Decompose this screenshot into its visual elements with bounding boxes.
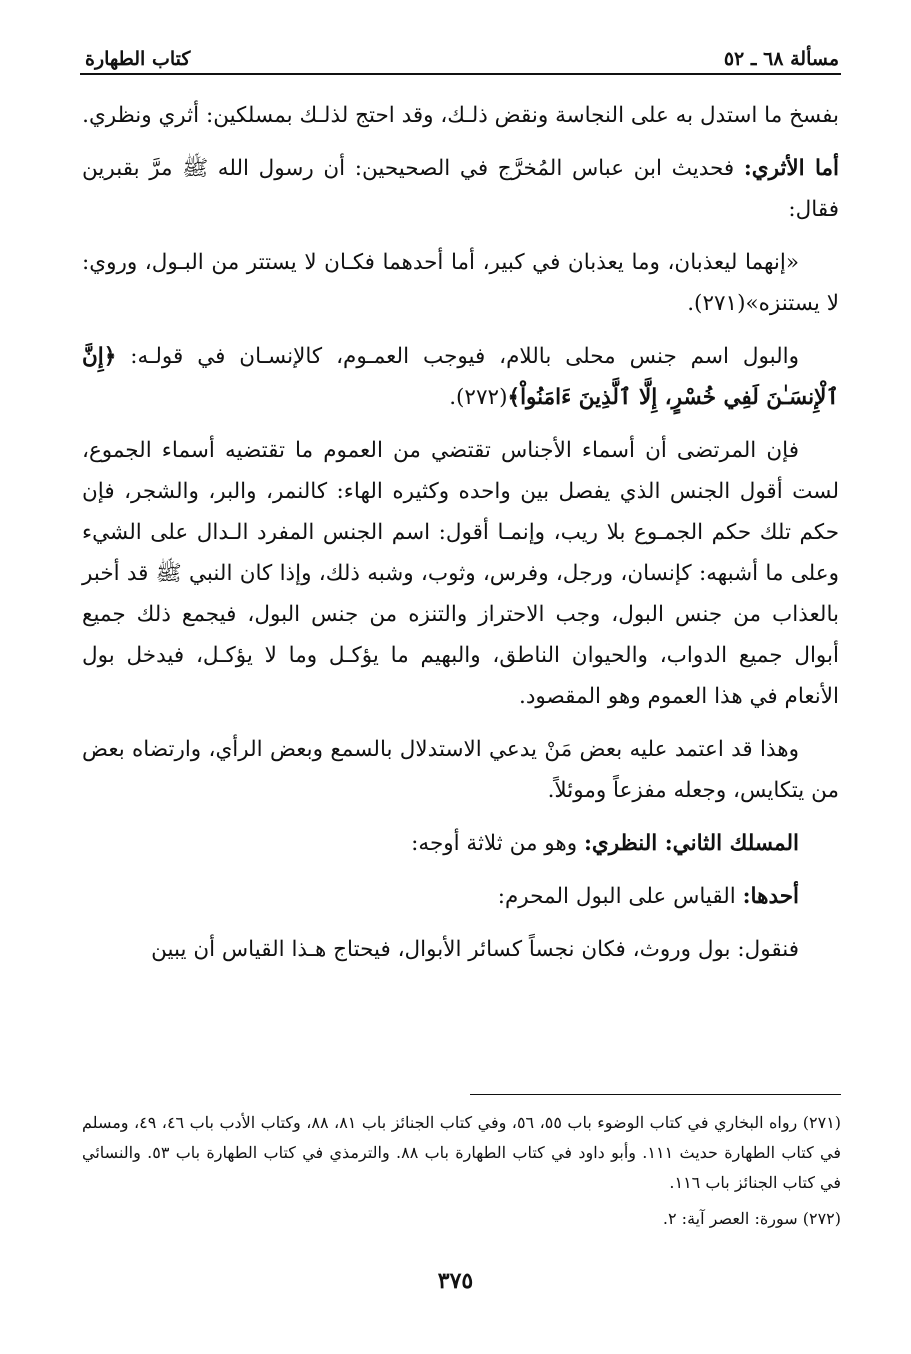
paragraph-7-text: وهو من ثلاثة أوجه:: [411, 831, 584, 856]
paragraph-8-text: القياس على البول المحرم:: [497, 884, 743, 909]
quran-verse: ﴿إِنَّ ٱلْإِنسَـٰنَ لَفِي خُسْرٍ، إِلَّا ٱلَّذِينَ ءَامَنُواْ﴾: [82, 344, 839, 410]
paragraph-4: [82, 336, 839, 418]
paragraph-4-text: والبول اسم جنس محلى باللام، فيوجب العمـوم، كالإنسـان في قولـه:: [116, 344, 799, 369]
paragraph-1: بفسخ ما استدل به على النجاسة ونقض ذلـك، وقد احتج لذلـك بمسلكين: أثري ونظري.: [82, 103, 839, 128]
footnote-272: (٢٧٢) سورة: العصر آية: ٢.: [662, 1209, 841, 1228]
running-header: [85, 30, 839, 70]
footnote-divider: [470, 1094, 841, 1095]
footnote-271: (٢٧١) رواه البخاري في كتاب الوضوء باب ٥٥، ٥٦، وفي كتاب الجنائز باب ٨١، ٨٨، وكتاب الأدب باب ٤٦، ٤٩، ومسلم في كتاب الطهارة حديث ١١١. وأبو داود في كتاب الطهارة باب ٨٨. والترمذي في كتاب الطهارة باب ٥٣. والنسائي في كتاب الجنائز باب ١١٦.: [82, 1113, 842, 1192]
point-lead: أحدها:: [742, 884, 799, 909]
book-title: كتاب الطهارة: [85, 48, 191, 70]
paragraph-7: [82, 823, 839, 864]
section-lead-athari: أما الأثري:: [743, 156, 839, 181]
paragraph-6: وهذا قد اعتمد عليه بعض مَنْ يدعي الاستدلال بالسمع وبعض الرأي، وارتضاه بعض من يتكايس، وجعله مفزعاً وموئلاً.: [82, 737, 839, 803]
page-number: ٣٧٥: [437, 1268, 474, 1294]
paragraph-8: [82, 876, 839, 917]
main-text: [82, 95, 839, 982]
paragraph-5: فإن المرتضى أن أسماء الأجناس تقتضي من العموم ما تقتضيه أسماء الجموع، لست أقول الجنس الذي يفصل بين واحده وكثيره الهاء: كالنمر، والبر، والشجر، فإن حكم تلك حكم الجمـوع بلا ريب، وإنمـا أقول: اسم الجنس المفرد الـدال على الشيء وعلى ما أشبهه: كإنسان، ورجل، وفرس، وثوب، وشبه ذلك، وإذا كان النبي ﷺ قد أخبر بالعذاب من جنس البول، وجب الاحتراز والتنزه من جنس البول، فيجمع ذلك جميع أبوال جميع الدواب، والحيوان الناطق، والبهيم ما يؤكـل وما لا يؤكـل، فيدخل بول الأنعام في هذا العموم وهو المقصود.: [82, 438, 839, 709]
paragraph-9: فنقول: بول وروث، فكان نجساً كسائر الأبوال، فيحتاج هـذا القياس أن يبين: [151, 937, 799, 962]
verse-reference: (٢٧٢).: [449, 385, 508, 410]
section-lead-nazari: المسلك الثاني: النظري:: [583, 831, 799, 856]
paragraph-2: [82, 148, 839, 230]
footnotes: [82, 1108, 841, 1240]
header-divider: [80, 73, 841, 75]
hadith-quote: «إنهما ليعذبان، وما يعذبان في كبير، أما أحدهما فكـان لا يستتر من البـول، وروي: لا يستنزه»(٢٧١).: [82, 250, 839, 316]
paragraph-2-text: فحديث ابن عباس المُخرَّج في الصحيحين: أن رسول الله ﷺ مرَّ بقبرين فقال:: [82, 156, 839, 222]
issue-number: مسألة ٦٨ ـ ٥٢: [723, 48, 839, 70]
